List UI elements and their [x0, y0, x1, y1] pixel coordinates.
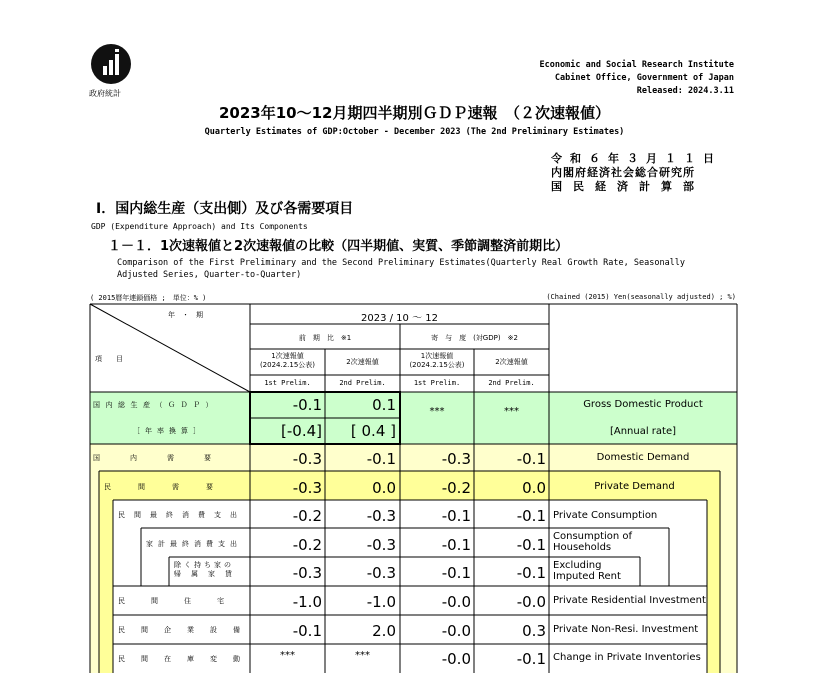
col-second-jp: 2次速報値 — [346, 358, 379, 366]
household-contrib-first: -0.1 — [441, 536, 471, 554]
col-second-contrib-en: 2nd Prelim. — [488, 379, 535, 387]
residential-qoq-second: -1.0 — [366, 593, 396, 611]
col-first-contrib-jp: 1次速報値 — [420, 352, 454, 360]
issuing-org: 内閣府経済社会総合研究所 — [551, 166, 695, 179]
row-en-gdp: Gross Domestic Product — [583, 399, 703, 410]
gdp-contrib-first: *** — [429, 406, 445, 417]
row-label-residential: 民間住宅 — [118, 597, 250, 605]
row-label-domestic-text: 国内需要 — [93, 454, 241, 462]
col-second-en: 2nd Prelim. — [339, 379, 386, 387]
domestic-contrib-second: -0.1 — [516, 450, 546, 468]
col-first-contrib-en: 1st Prelim. — [413, 379, 461, 387]
row-label-gdp: 国内総生産（ＧＤＰ） — [93, 401, 218, 409]
row-label-annual: ［年率換算］ — [133, 427, 205, 435]
nonresi-qoq-first: -0.1 — [292, 622, 322, 640]
gdp-annual-second: [ 0.4 ] — [350, 422, 396, 440]
subsection-heading-en-2: Adjusted Series, Quarter-to-Quarter) — [117, 270, 302, 280]
header-qoq: 前 期 比 ※1 — [298, 334, 352, 342]
header-contribution: 寄 与 度 (対GDP) ※2 — [431, 334, 518, 342]
col-first-en: 1st Prelim. — [264, 379, 311, 387]
col-first-jp: 1次速報値 — [271, 352, 304, 360]
excluding-contrib-second: -0.1 — [516, 564, 546, 582]
row-en-excluding — [553, 560, 621, 582]
excluding-contrib-first: -0.1 — [441, 564, 471, 582]
gdp-qoq-first: -0.1 — [292, 396, 322, 414]
residential-contrib-first: -0.0 — [441, 593, 471, 611]
nonresi-contrib-first: -0.0 — [441, 622, 471, 640]
consumption-qoq-first: -0.2 — [292, 507, 322, 525]
nonresi-qoq-second: 2.0 — [372, 622, 396, 640]
row-en-nonresi: Private Non-Resi. Investment — [553, 624, 699, 635]
issue-date: 令和６年３月１１日 — [551, 152, 722, 165]
page-title: 2023年10～12月期四半期別ＧＤＰ速報 （２次速報値） — [219, 104, 610, 122]
row-label-domestic — [93, 453, 245, 463]
inventories-qoq-second: *** — [355, 650, 370, 661]
consumption-qoq-second: -0.3 — [366, 507, 396, 525]
institute-cabinet: Cabinet Office, Government of Japan — [554, 73, 734, 83]
household-qoq-second: -0.3 — [366, 536, 396, 554]
header-quarter: 2023 / 10 ～ 12 — [361, 313, 438, 324]
institute-name: Economic and Social Research Institute — [539, 60, 734, 70]
table-note-left: ( 2015暦年連鎖価格 ; 単位：% ) — [90, 294, 207, 302]
gdp-annual-first: [-0.4] — [281, 422, 322, 440]
col-first-date: (2024.2.15公表) — [259, 361, 316, 369]
gdp-contrib-second: *** — [504, 406, 519, 417]
row-en-annual: [Annual rate] — [609, 426, 677, 437]
residential-contrib-second: -0.0 — [516, 593, 546, 611]
inventories-qoq-first: *** — [280, 650, 295, 661]
subsection-heading-en-1: Comparison of the First Preliminary and the Second Preliminary Estimates(Quarterly Real Growth Rate, Seasonally — [117, 258, 686, 268]
section-heading: Ⅰ．国内総生産（支出側）及び各需要項目 — [96, 201, 354, 217]
row-en-private-demand: Private Demand — [594, 481, 675, 492]
consumption-contrib-second: -0.1 — [516, 507, 546, 525]
col-first-prelim-contrib — [400, 352, 474, 370]
table-note-right: (Chained (2015) Yen(seasonally adjusted) ; %) — [546, 293, 736, 301]
household-qoq-first: -0.2 — [292, 536, 322, 554]
row-label-excluding-1: 除く持ち家の — [174, 561, 234, 569]
gdp-qoq-second: 0.1 — [372, 396, 396, 414]
row-en-household — [553, 531, 632, 553]
row-en-private-consumption: Private Consumption — [553, 510, 658, 521]
row-en-excluding-1: Excluding — [553, 560, 602, 571]
domestic-qoq-first: -0.3 — [292, 450, 322, 468]
issuing-dept: 国民経済計算部 — [551, 180, 705, 193]
excluding-qoq-second: -0.3 — [366, 564, 396, 582]
row-label-household: 家計最終消費支出 — [146, 540, 242, 548]
inventories-contrib-first: -0.0 — [441, 650, 471, 668]
consumption-contrib-first: -0.1 — [441, 507, 471, 525]
release-date: Released: 2024.3.11 — [636, 86, 734, 96]
col-first-prelim — [250, 352, 325, 370]
col-first-contrib-date: (2024.2.15公表) — [409, 361, 465, 369]
header-item: 項 目 — [95, 355, 123, 363]
private-contrib-second: 0.0 — [522, 479, 546, 497]
subsection-heading: １－１．1次速報値と2次速報値の比較（四半期値、実質、季節調整済前期比） — [108, 239, 569, 254]
row-label-excluding — [174, 561, 242, 579]
nonresi-contrib-second: 0.3 — [522, 622, 546, 640]
private-qoq-second: 0.0 — [372, 479, 396, 497]
section-heading-en: GDP (Expenditure Approach) and Its Components — [91, 222, 308, 231]
private-qoq-first: -0.3 — [292, 479, 322, 497]
row-en-domestic: Domestic Demand — [596, 452, 690, 463]
row-en-household-1: Consumption of — [553, 531, 633, 542]
header-period: 年 ・ 期 — [168, 311, 203, 319]
row-en-excluding-2: Imputed Rent — [553, 571, 621, 582]
row-en-household-2: Households — [553, 542, 612, 553]
row-label-excluding-2: 帰属家賃 — [174, 570, 242, 578]
domestic-contrib-first: -0.3 — [441, 450, 471, 468]
private-contrib-first: -0.2 — [441, 479, 471, 497]
logo-caption: 政府統計 — [89, 89, 121, 98]
residential-qoq-first: -1.0 — [292, 593, 322, 611]
inventories-contrib-second: -0.1 — [516, 650, 546, 668]
domestic-qoq-second: -0.1 — [366, 450, 396, 468]
excluding-qoq-first: -0.3 — [292, 564, 322, 582]
row-en-inventories: Change in Private Inventories — [553, 652, 701, 663]
household-contrib-second: -0.1 — [516, 536, 546, 554]
page-subtitle: Quarterly Estimates of GDP:October - December 2023 (The 2nd Preliminary Estimates) — [204, 127, 625, 137]
col-second-contrib-jp: 2次速報値 — [495, 358, 528, 366]
row-label-private-consumption: 民間最終消費支出 — [118, 511, 246, 519]
row-label-nonresi: 民間企業設備 — [118, 626, 256, 634]
row-label-inventories: 民間在庫変動 — [118, 655, 256, 663]
row-en-residential: Private Residential Investment — [553, 595, 706, 606]
row-label-private-demand: 民間需要 — [104, 483, 240, 491]
